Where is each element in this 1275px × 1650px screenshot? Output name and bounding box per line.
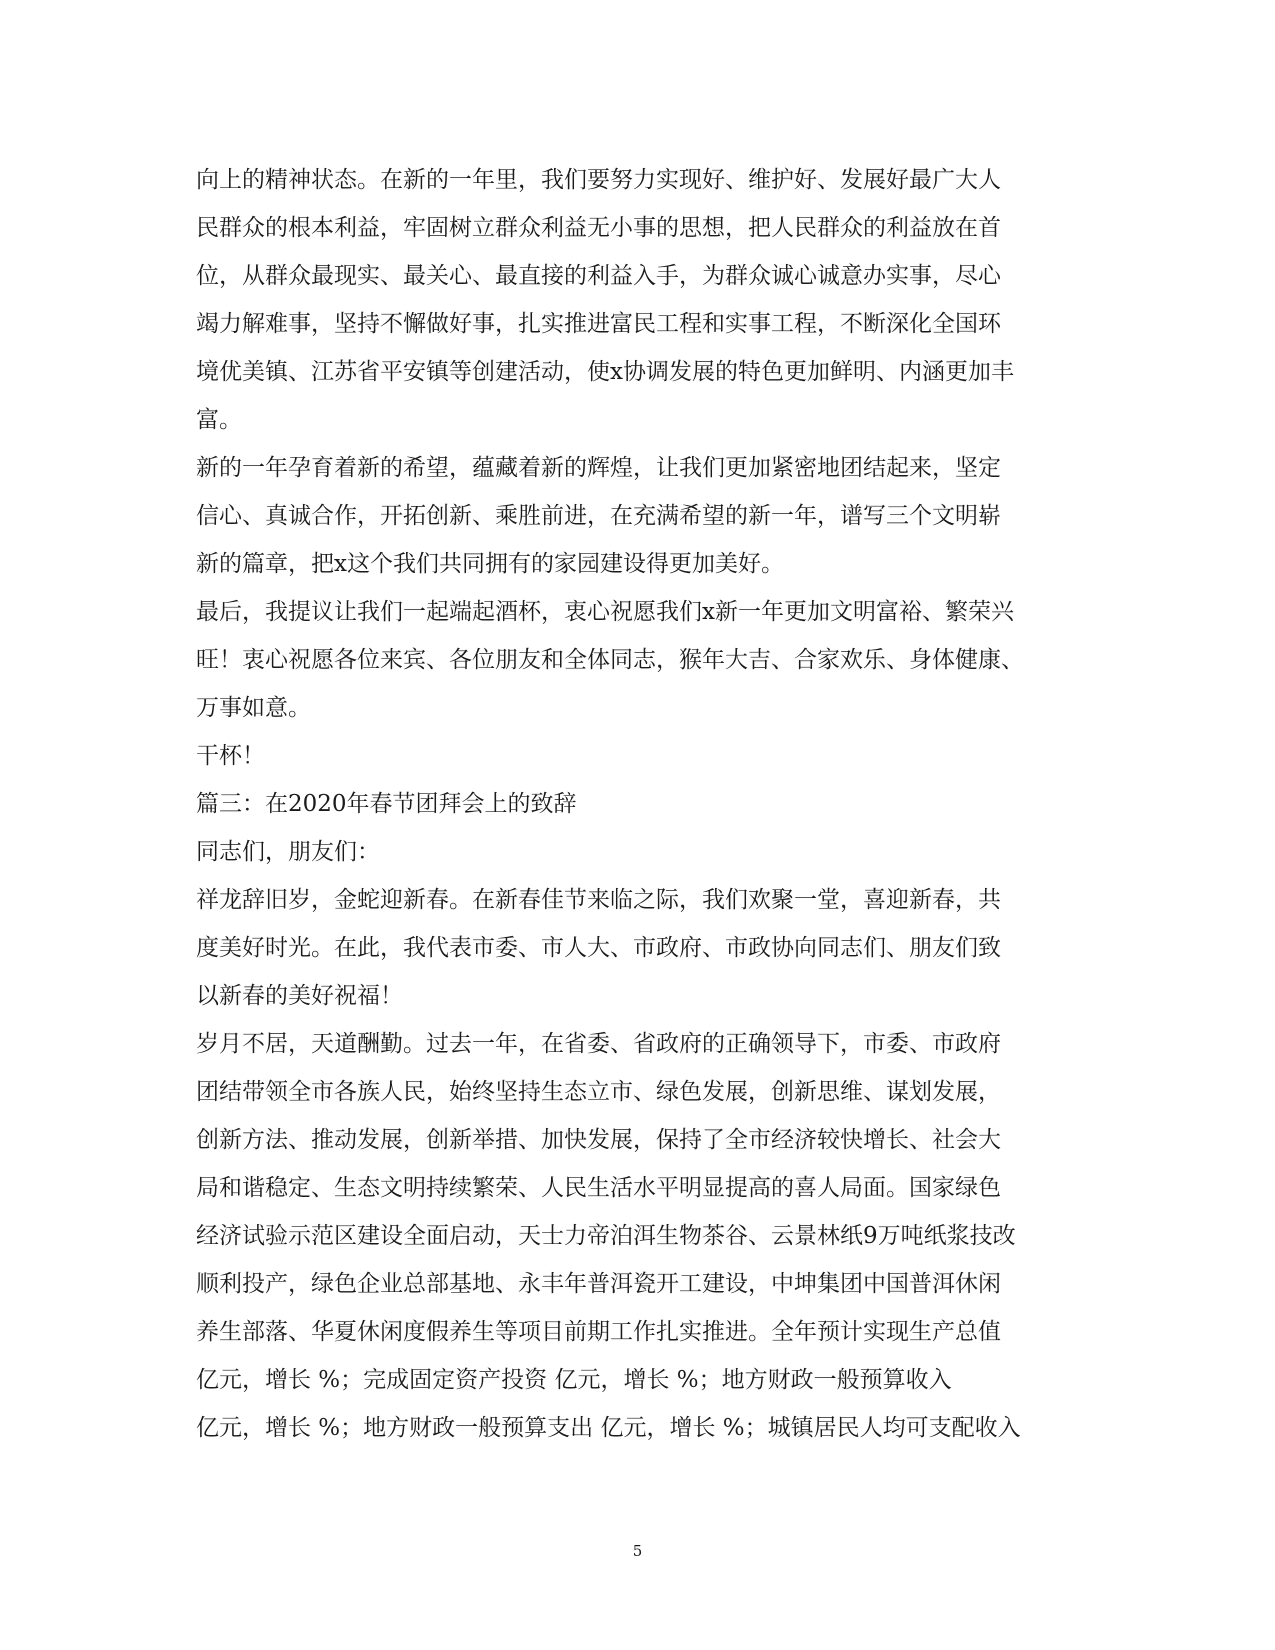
text-line: 岁月不居，天道酬勤。过去一年，在省委、省政府的正确领导下，市委、市政府 [196, 1031, 1001, 1057]
text-line: 以新春的美好祝福！ [196, 983, 403, 1009]
text-line: 祥龙辞旧岁，金蛇迎新春。在新春佳节来临之际，我们欢聚一堂，喜迎新春，共 [196, 887, 1001, 913]
text-line: 旺！衷心祝愿各位来宾、各位朋友和全体同志，猴年大吉、合家欢乐、身体健康、 [196, 647, 1024, 673]
text-line: 局和谐稳定、生态文明持续繁荣、人民生活水平明显提高的喜人局面。国家绿色 [196, 1175, 1001, 1201]
text-line: 团结带领全市各族人民，始终坚持生态立市、绿色发展，创新思维、谋划发展， [196, 1079, 1001, 1105]
text-line: 经济试验示范区建设全面启动，天士力帝泊洱生物茶谷、云景林纸9万吨纸浆技改 [196, 1223, 1016, 1249]
text-line: 顺利投产，绿色企业总部基地、永丰年普洱瓷开工建设，中坤集团中国普洱休闲 [196, 1271, 1001, 1297]
text-line: 万事如意。 [196, 695, 311, 721]
text-line: 新的篇章，把x这个我们共同拥有的家园建设得更加美好。 [196, 551, 784, 577]
text-line: 境优美镇、江苏省平安镇等创建活动，使x协调发展的特色更加鲜明、内涵更加丰 [196, 359, 1014, 385]
text-line: 信心、真诚合作，开拓创新、乘胜前进，在充满希望的新一年，谱写三个文明崭 [196, 503, 1001, 529]
section-heading: 篇三：在2020年春节团拜会上的致辞 [196, 791, 577, 817]
text-line: 亿元，增长 %；完成固定资产投资 亿元，增长 %；地方财政一般预算收入 [196, 1367, 952, 1393]
text-line: 养生部落、华夏休闲度假养生等项目前期工作扎实推进。全年预计实现生产总值 [196, 1319, 1001, 1345]
text-line: 民群众的根本利益，牢固树立群众利益无小事的思想，把人民群众的利益放在首 [196, 215, 1001, 241]
page-number: 5 [632, 1542, 643, 1560]
text-line: 最后，我提议让我们一起端起酒杯，衷心祝愿我们x新一年更加文明富裕、繁荣兴 [196, 599, 1014, 625]
body-text [196, 156, 1086, 1452]
text-line: 富。 [196, 407, 242, 433]
salutation: 同志们，朋友们： [196, 839, 380, 865]
text-line: 新的一年孕育着新的希望，蕴藏着新的辉煌，让我们更加紧密地团结起来，坚定 [196, 455, 1001, 481]
text-line: 亿元，增长 %；地方财政一般预算支出 亿元，增长 %；城镇居民人均可支配收入 [196, 1415, 1021, 1441]
text-line: 干杯！ [196, 743, 265, 769]
text-line: 竭力解难事，坚持不懈做好事，扎实推进富民工程和实事工程，不断深化全国环 [196, 311, 1001, 337]
text-line: 创新方法、推动发展，创新举措、加快发展，保持了全市经济较快增长、社会大 [196, 1127, 1001, 1153]
text-line: 度美好时光。在此，我代表市委、市人大、市政府、市政协向同志们、朋友们致 [196, 935, 1001, 961]
text-line: 向上的精神状态。在新的一年里，我们要努力实现好、维护好、发展好最广大人 [196, 167, 1001, 193]
text-line: 位，从群众最现实、最关心、最直接的利益入手，为群众诚心诚意办实事，尽心 [196, 263, 1001, 289]
